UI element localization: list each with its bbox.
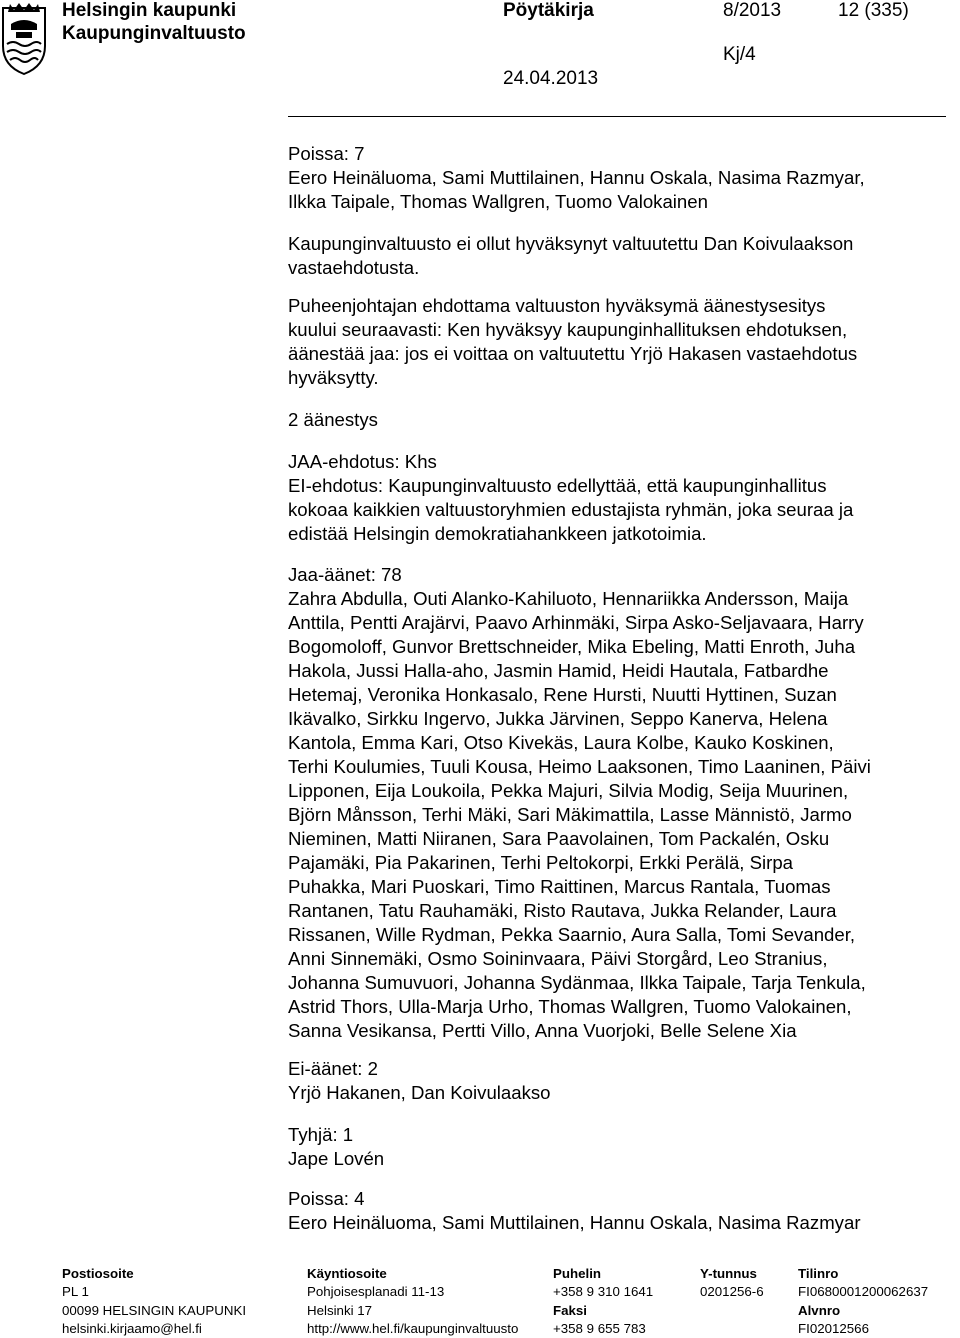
footer-fax-value: +358 9 655 783 [553,1320,646,1336]
absent-names-line: Eero Heinäluoma, Sami Muttilainen, Hannu Oskala, Nasima Razmyar [288,1212,861,1233]
footer-email-link[interactable]: helsinki.kirjaamo@hel.fi [62,1320,202,1336]
footer-postal [62,1265,246,1338]
ei-proposal-line: edistää Helsingin demokratiahankkeen jatkotoimia. [288,523,707,544]
footer-phone-value: +358 9 310 1641 [553,1284,654,1300]
yes-names-line: Lipponen, Eija Loukoila, Pekka Majuri, Silvia Modig, Seija Muurinen, [288,780,849,801]
helsinki-coat-of-arms-icon [0,0,48,76]
yes-names-line: Anttila, Pentti Arajärvi, Paavo Arhinmäki, Sirpa Asko-Seljavaara, Harry [288,612,864,633]
ei-proposal-line: EI-ehdotus: Kaupunginvaltuusto edellyttää, että kaupunginhallitus [288,475,827,496]
meeting-date: 24.04.2013 [503,68,599,89]
blank-votes-section [288,1123,948,1171]
yes-names-line: Bogomoloff, Gunvor Brettschneider, Mika Ebeling, Matti Enroth, Juha [288,636,856,657]
yes-names-line: Rantanen, Tatu Rauhamäki, Risto Rautava, Jukka Relander, Laura [288,900,837,921]
absent-label: Poissa: 7 [288,143,365,164]
yes-names-line: Hetemaj, Veronika Honkasalo, Rene Hursti, Nuutti Hyttinen, Suzan [288,684,837,705]
footer-business-id [700,1265,764,1302]
absent-section-2 [288,1187,948,1235]
not-approved-paragraph [288,232,948,280]
footer-heading: Tilinro [798,1266,839,1281]
yes-names-line: Nieminen, Matti Niiranen, Sara Paavolainen, Tom Packalén, Osku [288,828,830,849]
organization-name: Helsingin kaupunki [62,0,237,21]
document-type: Pöytäkirja [503,0,594,21]
yes-names-line: Hakola, Jussi Halla-aho, Jasmin Hamid, Heidi Hautala, Fatbardhe [288,660,829,681]
absent-names-line: Ilkka Taipale, Thomas Wallgren, Tuomo Valokainen [288,191,708,212]
footer-phone [553,1265,653,1338]
page-number: 12 (335) [838,0,909,21]
vote-proposals [288,450,948,546]
yes-votes-section [288,563,948,1043]
header-divider [288,116,946,117]
paragraph-line: Kaupunginvaltuusto ei ollut hyväksynyt valtuutettu Dan Koivulaakson [288,233,854,254]
footer-visit [307,1265,518,1338]
yes-names-line: Johanna Sumuvuori, Johanna Sydänmaa, Ilkka Taipale, Tarja Tenkula, [288,972,866,993]
footer-business-id-value: 0201256-6 [700,1284,764,1300]
footer-heading: Puhelin [553,1266,602,1281]
yes-names-line: Pajamäki, Pia Pakarinen, Terhi Peltokorpi, Erkki Perälä, Sirpa [288,852,794,873]
paragraph-line: vastaehdotusta. [288,257,420,278]
footer-heading: Faksi [553,1302,588,1318]
no-votes-names: Yrjö Hakanen, Dan Koivulaakso [288,1082,551,1103]
yes-names-line: Björn Månsson, Terhi Mäki, Sari Mäkimattila, Lasse Männistö, Jarmo [288,804,852,825]
no-votes-label: Ei-äänet: 2 [288,1058,378,1079]
body-name: Kaupunginvaltuusto [62,23,246,44]
absent-section-1 [288,142,948,214]
no-votes-section [288,1057,948,1105]
footer-website-link[interactable]: http://www.hel.fi/kaupunginvaltuusto [307,1320,519,1336]
blank-votes-label: Tyhjä: 1 [288,1124,354,1145]
footer-line: Helsinki 17 [307,1302,373,1318]
yes-names-line: Sanna Vesikansa, Pertti Villo, Anna Vuorjoki, Belle Selene Xia [288,1020,797,1041]
absent-names-line: Eero Heinäluoma, Sami Muttilainen, Hannu Oskala, Nasima Razmyar, [288,167,865,188]
footer-heading: Käyntiosoite [307,1266,387,1281]
yes-names-line: Terhi Koulumies, Tuuli Kousa, Heimo Laaksonen, Timo Laaninen, Päivi [288,756,871,777]
vote-title: 2 äänestys [288,409,378,430]
footer-line: 00099 HELSINGIN KAUPUNKI [62,1302,247,1318]
proposal-paragraph [288,294,948,390]
blank-votes-names: Jape Lovén [288,1148,385,1169]
paragraph-line: kuului seuraavasti: Ken hyväksyy kaupunginhallituksen ehdotuksen, [288,319,848,340]
yes-names-line: Puhakka, Mari Puoskari, Timo Raittinen, Marcus Rantala, Tuomas [288,876,831,897]
agenda-item: Kj/4 [723,44,756,65]
footer-account [798,1265,928,1338]
footer-heading: Postiosoite [62,1266,134,1281]
absent-label: Poissa: 4 [288,1188,365,1209]
footer-heading: Alvnro [798,1302,841,1318]
footer-heading: Y-tunnus [700,1266,757,1281]
meeting-number: 8/2013 [723,0,782,21]
footer-line: Pohjoisesplanadi 11-13 [307,1284,445,1300]
yes-names-line: Kantola, Emma Kari, Otso Kivekäs, Laura Kolbe, Kauko Koskinen, [288,732,834,753]
yes-names-line: Ikävalko, Sirkku Ingervo, Jukka Järvinen, Seppo Kanerva, Helena [288,708,828,729]
yes-names-line: Rissanen, Wille Rydman, Pekka Saarnio, Aura Salla, Tomi Sevander, [288,924,856,945]
yes-names-line: Anni Sinnemäki, Osmo Soininvaara, Päivi Storgård, Leo Stranius, [288,948,828,969]
yes-votes-label: Jaa-äänet: 78 [288,564,402,585]
ei-proposal-line: kokoaa kaikkien valtuustoryhmien edustajista ryhmän, joka seuraa ja [288,499,854,520]
paragraph-line: Puheenjohtajan ehdottama valtuuston hyväksymä äänestysesitys [288,295,826,316]
jaa-proposal: JAA-ehdotus: Khs [288,451,437,472]
yes-names-line: Astrid Thors, Ulla-Marja Urho, Thomas Wallgren, Tuomo Valokainen, [288,996,852,1017]
footer-vat-value: FI02012566 [798,1320,869,1336]
yes-names-line: Zahra Abdulla, Outi Alanko-Kahiluoto, Hennariikka Andersson, Maija [288,588,849,609]
paragraph-line: äänestää jaa: jos ei voittaa on valtuutettu Yrjö Hakasen vastaehdotus [288,343,858,364]
paragraph-line: hyväksytty. [288,367,379,388]
footer-account-value: FI0680001200062637 [798,1284,929,1300]
footer-line: PL 1 [62,1284,89,1300]
